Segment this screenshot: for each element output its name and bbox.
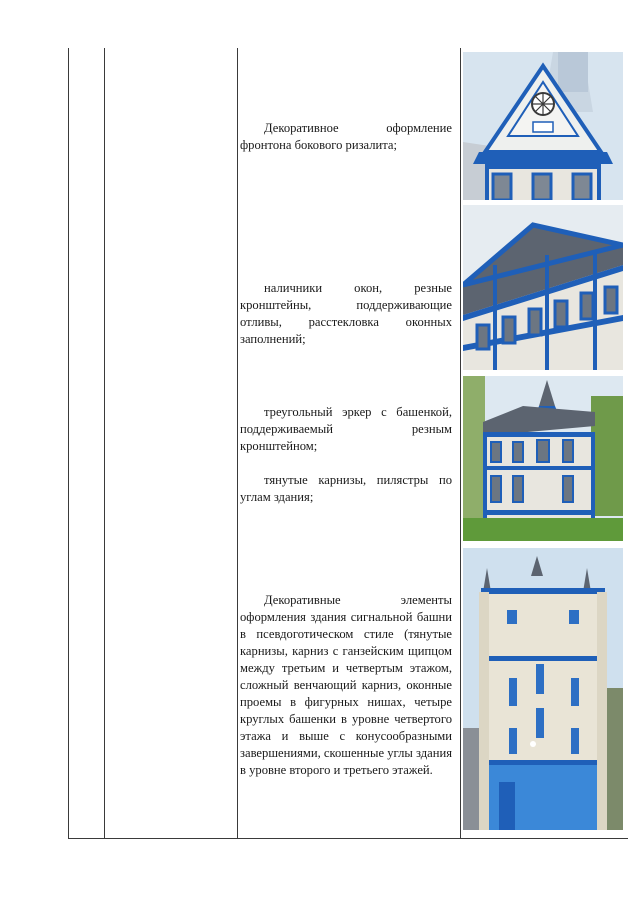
row-5-description: Декоративные элементы оформления здания сигнальной башни в псевдоготическом стиле (тянутые карнизы, карниз с ганзейским щипцом между третьим и четвертым этажом, сложный венчающий карниз, оконные проемы в фигурных нишах, четыре круглых башенки в уровне четвертого этажа и выше с конусообразными завершениями, скошенные углы здания в уровне второго и третьего этажей. bbox=[240, 593, 452, 777]
row-4-description: тянутые карнизы, пилястры по углам здания; bbox=[240, 473, 452, 504]
table-border-left bbox=[68, 48, 69, 838]
row-2-description: наличники окон, резные кронштейны, поддерживающие отливы, расстекловка оконных заполнений; bbox=[240, 281, 452, 346]
signal-tower-photo bbox=[463, 548, 623, 830]
oriel-tower-photo bbox=[463, 376, 623, 541]
gable-facade-photo bbox=[463, 52, 623, 200]
table-border-col1 bbox=[104, 48, 105, 838]
row-3-description: треугольный эркер с башенкой, поддерживаемый резным кронштейном; bbox=[240, 405, 452, 453]
table-border-bottom bbox=[68, 838, 628, 839]
table-border-col3 bbox=[460, 48, 461, 838]
row-1-description: Декоративное оформление фронтона бокового ризалита; bbox=[240, 121, 452, 152]
table-border-col2 bbox=[237, 48, 238, 838]
carved-window-frames-photo bbox=[463, 205, 623, 370]
